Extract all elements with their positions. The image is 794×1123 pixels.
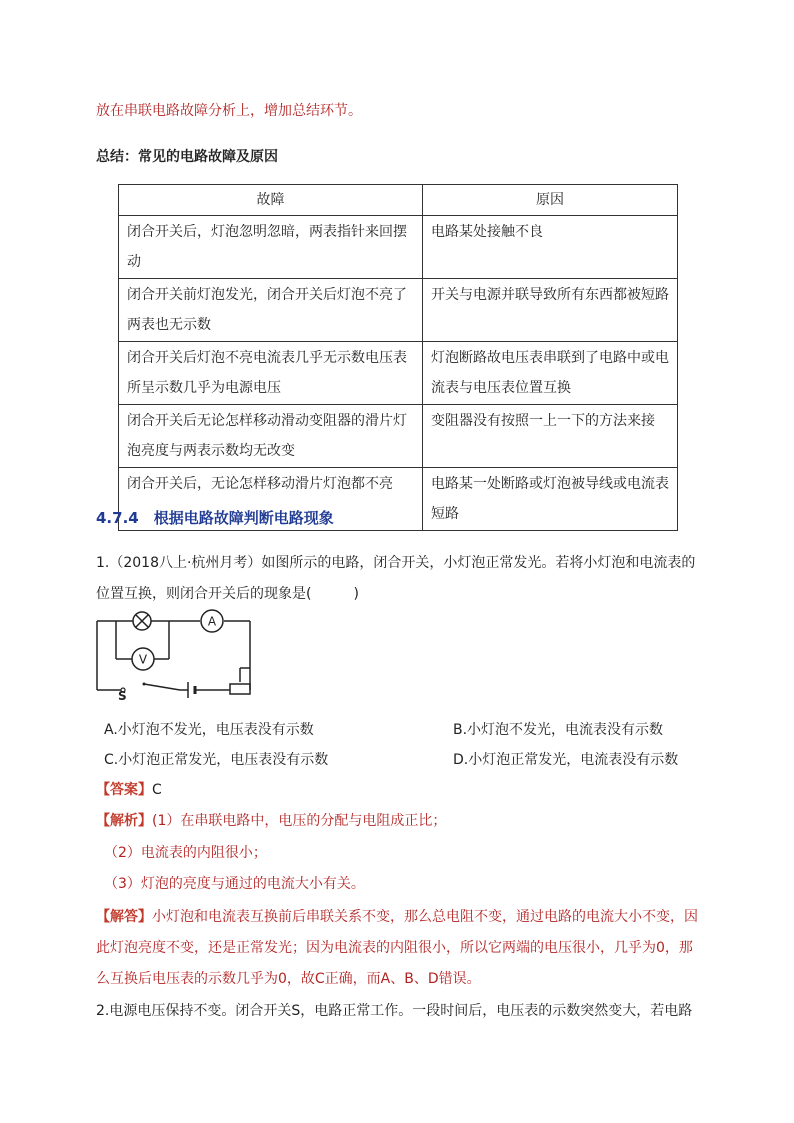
analysis-line-2: （2）电流表的内阻很小； xyxy=(104,845,267,861)
question-2-text: 2.电源电压保持不变。闭合开关S，电路正常工作。一段时间后，电压表的示数突然变大，若电路 xyxy=(96,1003,693,1019)
table-cell-cause: 灯泡断路故电压表串联到了电路中或电流表与电压表位置互换 xyxy=(423,342,678,405)
solution-paragraph xyxy=(96,902,706,995)
section-heading: 4.7.4 根据电路故障判断电路现象 xyxy=(96,509,334,527)
table-row xyxy=(119,405,678,468)
table-header-cause: 原因 xyxy=(423,185,678,216)
table-row xyxy=(119,279,678,342)
table-cell-fault: 闭合开关后无论怎样移动滑动变阻器的滑片灯泡亮度与两表示数均无改变 xyxy=(119,405,423,468)
ammeter-label: A xyxy=(207,614,217,629)
table-cell-fault: 闭合开关后，无论怎样移动滑片灯泡都不亮 xyxy=(119,468,423,531)
table-cell-cause: 电路某处接触不良 xyxy=(423,216,678,279)
lamp-symbol xyxy=(133,612,151,630)
table-cell-cause: 变阻器没有按照一上一下的方法来接 xyxy=(423,405,678,468)
table-header-fault: 故障 xyxy=(119,185,423,216)
table-cell-cause: 开关与电源并联导致所有东西都被短路 xyxy=(423,279,678,342)
intro-line: 放在串联电路故障分析上，增加总结环节。 xyxy=(96,103,362,119)
table-cell-fault: 闭合开关后灯泡不亮电流表几乎无示数电压表所呈示数几乎为电源电压 xyxy=(119,342,423,405)
circuit-diagram xyxy=(94,608,260,700)
switch-symbol xyxy=(118,683,146,701)
battery-symbol xyxy=(188,682,195,698)
answer-line xyxy=(96,779,162,799)
voltmeter-symbol xyxy=(132,648,154,670)
analysis-tag: 【解析】 xyxy=(96,813,152,829)
analysis-line-1 xyxy=(96,810,446,830)
analysis-line-3: （3）灯泡的亮度与通过的电流大小有关。 xyxy=(104,876,365,892)
answer-value: C xyxy=(152,782,162,798)
table-row xyxy=(119,342,678,405)
summary-title: 总结：常见的电路故障及原因 xyxy=(96,149,278,165)
option-a: A.小灯泡不发光，电压表没有示数 xyxy=(104,722,314,738)
option-c: C.小灯泡正常发光，电压表没有示数 xyxy=(104,752,329,768)
table-cell-fault: 闭合开关后，灯泡忽明忽暗，两表指针来回摆动 xyxy=(119,216,423,279)
fault-table xyxy=(118,184,678,531)
answer-tag: 【答案】 xyxy=(96,782,152,798)
solution-tag: 【解答】 xyxy=(96,909,152,925)
voltmeter-label: V xyxy=(138,652,148,667)
table-row xyxy=(119,216,678,279)
table-header-row xyxy=(119,185,678,216)
table-cell-cause: 电路某一处断路或灯泡被导线或电流表短路 xyxy=(423,468,678,531)
ammeter-symbol xyxy=(201,610,223,632)
option-b: B.小灯泡不发光，电流表没有示数 xyxy=(453,722,664,738)
solution-text: 小灯泡和电流表互换前后串联关系不变，那么总电阻不变，通过电路的电流大小不变，因此灯泡亮度不变，还是正常发光；因为电流表的内阻很小，所以它两端的电压很小，几乎为0，那么互换后电压表的示数几乎为0，故C正确，而A、B、D错误。 xyxy=(96,909,698,987)
option-d: D.小灯泡正常发光，电流表没有示数 xyxy=(453,752,679,768)
analysis-text-1: (1）在串联电路中，电压的分配与电阻成正比； xyxy=(152,813,447,829)
question-1-text: 1.（2018八上·杭州月考）如图所示的电路，闭合开关，小灯泡正常发光。若将小灯泡和电流表的位置互换，则闭合开关后的现象是( ) xyxy=(96,555,696,602)
table-cell-fault: 闭合开关前灯泡发光，闭合开关后灯泡不亮了两表也无示数 xyxy=(119,279,423,342)
switch-label: S xyxy=(118,689,127,700)
